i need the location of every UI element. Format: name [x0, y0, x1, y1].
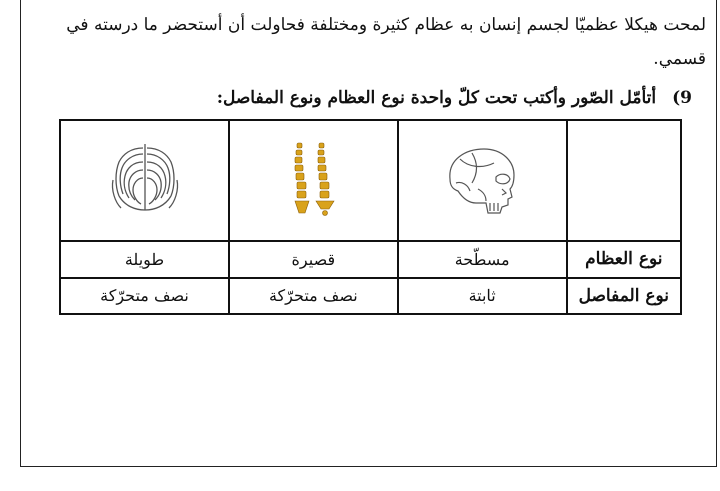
- table-cell: نصف متحرّكة: [60, 278, 229, 314]
- frame-bottom-border: [20, 466, 717, 467]
- skull-icon: [442, 145, 522, 217]
- frame-right-border: [716, 0, 717, 467]
- row-label-bone-type: نوع العظام: [567, 241, 681, 277]
- spine-icon: [283, 141, 343, 221]
- question-number: 9): [672, 88, 692, 108]
- bones-table: [59, 119, 682, 315]
- table-cell: مسطّحة: [398, 241, 567, 277]
- question-text: أتأمّل الصّور وأكتب تحت كلّ واحدة نوع العظام ونوع المفاصل:: [216, 88, 657, 108]
- question-heading: [217, 88, 692, 108]
- ribcage-cell: [60, 120, 229, 241]
- table-cell: ثابتة: [398, 278, 567, 314]
- table-cell: نصف متحرّكة: [229, 278, 398, 314]
- intro-paragraph: لمحت هيكلا عظميّا لجسم إنسان به عظام كثيرة ومختلفة فحاولت أن أستحضر ما درسته في قسمي.: [66, 15, 706, 69]
- skull-cell: [398, 120, 567, 241]
- ribcage-icon: [105, 140, 185, 222]
- table-cell: طويلة: [60, 241, 229, 277]
- spine-cell: [229, 120, 398, 241]
- table-image-row: [60, 120, 681, 241]
- empty-header-cell: [567, 120, 681, 241]
- table-row: [60, 278, 681, 314]
- table-cell: قصيرة: [229, 241, 398, 277]
- row-label-joint-type: نوع المفاصل: [567, 278, 681, 314]
- table-row: [60, 241, 681, 277]
